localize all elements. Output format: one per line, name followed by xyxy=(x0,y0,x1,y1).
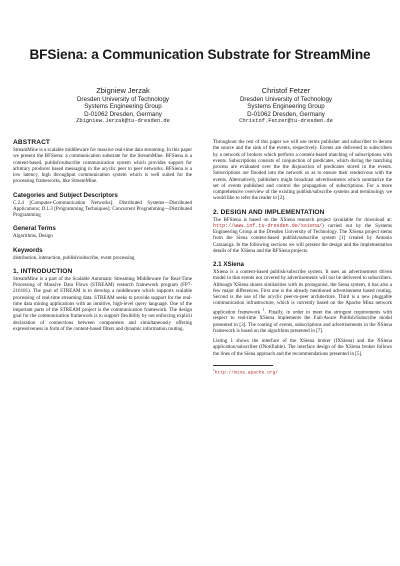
categories-text: C.2.4 [Computer-Communication Networks]: Distributed Systems—Distributed Applications; D.1.3 [Programming Techniques]: Concurrent Programming—Distributed Programming xyxy=(13,199,192,218)
design-text xyxy=(213,217,392,255)
author-name: Zbigniew Jerzak xyxy=(96,86,150,95)
xsiena-download-link[interactable]: http://www.inf.tu-dresden.de/xsiena/ xyxy=(213,222,323,229)
author-name: Christof Fetzer xyxy=(261,86,311,95)
author-email[interactable]: Zbigniew.Jerzak@tu-dresden.de xyxy=(76,117,170,124)
intro-continued-text: Throughout the rest of this paper we will use terms publisher and subscriber to denote the source and the sink of the events, respectively. Events are delivered to subscribers by a network of brokers which perform a content-based matching of subscriptions with events. Subscriptions consists of conjunction of predicates, which during the matching process are evaluated over the the disjunction of predicates stored in the events. Subscriptions are flooded into the network so as to ensure their rendezvous with the events. Alternatively, publishers might broadcast advertisements which summarize the set of events published and control the propagation of subscriptions. For a more comprehensive overview of the existing publish/subscribe systems and terminology we would like to refer the reader to [2]. xyxy=(213,139,392,202)
author-address: D-01062 Dresden, Germany xyxy=(247,110,325,118)
categories-heading: Categories and Subject Descriptors xyxy=(13,191,118,199)
general-terms-heading: General Terms xyxy=(13,225,56,233)
author-block-2 xyxy=(211,86,361,125)
abstract-text: StreamMine is a scalable middleware for massive real-time data streaming. In this paper we present the BFSiena: a communication substrate for the StreamMine. BFSiena is a content-based, publish/subscribe communication system which provides support for arbitrary producer based messaging in the acyclic peer to peer networks. BFSiena is a low latency, high throughput communication system which is well suited for the processing frameworks, like StreamMine. xyxy=(13,147,192,185)
author-block-1 xyxy=(48,86,198,125)
introduction-text: StreamMine is a part of the Scalable Automatic Streaming Middleware for Real-Time Processing of Massive Data Flows (STREAM) research framework program (FP7-216181). The goal of STREAM is to develop a middleware which supports scalable processing of real-time streaming data. STREAM seeks to provide support for the real-time data mining applications with an intuitive, high-level query language. One of the important parts of the STREAM project is the communication framework. The design goal for the communication framework is to support flexibility by not enforcing explicit declaration of connections between components and simultaneously offering expressiveness in form of the content-based filters and dynamic information routing. xyxy=(13,275,192,332)
xsiena-text-a: XSiena is a content-based publish/subscribe system. It uses an advertisement driven model in that events not covered by advertisements will not be delivered to subscribers. Although XSiena shares similarities with its protagonist, the Siena system, it has also a few major differences. First one is the already mentioned advertisement based routing. Second is the use of the acyclic peer-to-peer architecture. Third is a new pluggable communication infrastructure, which is currently based on the Apache Mina network application framework xyxy=(213,269,392,316)
paper-title: BFSiena: a Communication Substrate for StreamMine xyxy=(29,47,371,62)
footnote-marker[interactable]: 1 xyxy=(262,307,265,312)
introduction-heading: 1. INTRODUCTION xyxy=(13,267,73,275)
general-terms-text: Algorithms, Design xyxy=(13,233,53,240)
footnote-link[interactable]: http://mina.apache.org/ xyxy=(214,370,279,376)
keywords-heading: Keywords xyxy=(13,246,43,254)
left-column xyxy=(13,139,192,332)
right-column xyxy=(213,139,392,376)
xsiena-heading: 2.1 XSiena xyxy=(213,261,244,268)
listing-description: Listing 1 shows the interface of the XSiena broker (IXSiena) and the XSiena application/subscriber (INotifiable). The interface design of the XSiena broker follows the lines of the Siena approach and the recommendations presented in [5]. xyxy=(213,338,392,357)
footnote-number: 1 xyxy=(213,367,215,372)
design-heading: 2. DESIGN AND IMPLEMENTATION xyxy=(213,208,325,216)
author-address: D-01062 Dresden, Germany xyxy=(84,110,162,118)
abstract-heading: ABSTRACT xyxy=(13,139,51,146)
author-email[interactable]: Christof.Fetzer@tu-dresden.de xyxy=(239,117,333,124)
author-group: Systems Engineering Group xyxy=(247,103,325,111)
xsiena-text xyxy=(213,269,392,334)
footnote xyxy=(213,368,392,376)
design-text-a: The BFSiena is based on the XSiena research project (available for download at: xyxy=(213,216,392,223)
xsiena-text-b: . Finally, in order to meet the stringent requirements with respect to real-time XSiena implements the Fail-Aware Publish/Subscribe model presented in [3]. The routing of events, subscriptions and advertisements in the XSiena framework is based on the algorithms presented in [7]. xyxy=(213,309,392,334)
keywords-text: distribution, interaction, publish/subscribe, event processing xyxy=(13,254,135,261)
footnote-divider xyxy=(213,365,273,366)
author-affiliation: Dresden University of Technology xyxy=(76,96,170,103)
design-text-b: ) carried out by the Systems Engineering Group at the Dresden University of Technology. The XSiena project stems from the Siena content-based publish/subscribe system [1] created by Antonio Carzaniga. In the following sections we will present the design and the implementation details of the XSiena and the BFSiena projects. xyxy=(213,222,392,254)
author-group: Systems Engineering Group xyxy=(84,103,162,111)
author-affiliation: Dresden University of Technology xyxy=(239,96,333,103)
